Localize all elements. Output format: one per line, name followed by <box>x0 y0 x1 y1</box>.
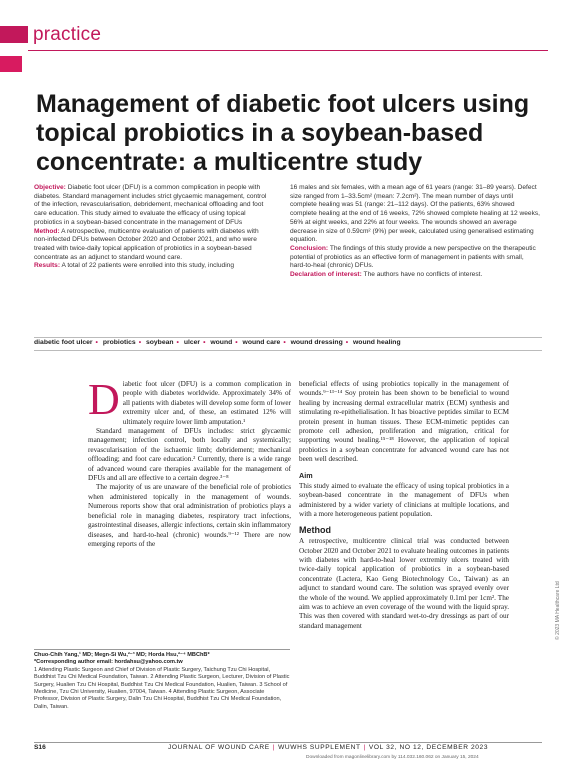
accent-slab <box>0 56 22 72</box>
affiliation-list: 1 Attending Plastic Surgeon and Chief of Division of Plastic Surgery, Taichung Tzu Chi Hospital, Buddhist Tzu Chi Medical Foundation, Taiwan. 2 Attending Plastic Surgeon, Lecturer, Division of Plastic Surgery, Hualien Tzu Chi Hospital, Buddhist Tzu Chi Medical Foundation, Hualien, Taiwan. 3 School of Medicine, Tzu Chi University, Hualien, 97004, Taiwan. 4 Attending Plastic Surgeon, Associate Professor, Division of Plastic Surgery, Dalin Tzu Chi Hospital, Buddhist Tzu Chi Medical Foundation, Dalin, Taiwan. <box>34 666 290 710</box>
author-names: Chuo-Chih Yang,¹ MD; Megn-Si Wu,²⁻³ MD; Horda Hsu,²⁻⁴ MBChB* <box>34 652 210 658</box>
method-heading: Method <box>299 524 331 535</box>
drop-cap: D <box>88 375 120 424</box>
abstract-objective: Objective: Diabetic foot ulcer (DFU) is a common complication in people with diabetes. Standard management includes strict glycaemic management, control of the infection, revascularisation, debridement, mechanical offloading and foot care education. This study aimed to evaluate the efficacy of using topical probiotics in a soybean-based concentrate in the management of DFUs <box>34 184 267 226</box>
keywords-bottom-rule <box>34 350 542 351</box>
section-color-bar <box>0 26 28 43</box>
article-title: Management of diabetic foot ulcers using topical probiotics in a soybean-based concentrate: a multicentre study <box>36 90 530 176</box>
keyword: wound care <box>242 339 281 346</box>
keyword: ulcer <box>183 339 201 346</box>
aim-heading: Aim <box>299 470 313 480</box>
keyword: probiotics <box>102 339 136 346</box>
keyword: wound dressing <box>290 339 343 346</box>
keyword: diabetic foot ulcer <box>34 339 93 346</box>
body-paragraph: Standard management of DFUs includes: strict glycaemic management; infection control, both locally and systemically; revascularisation of the ischaemic limb; debridement; mechanical offloading; and foot care education.² Currently, there is a wide range of advanced wound care therapies available for the management of DFUs and all are effective to a certain degree.³⁻⁸ <box>88 427 291 483</box>
keyword: wound <box>210 339 233 346</box>
abstract-left-column <box>34 184 272 271</box>
body-paragraph: The majority of us are unaware of the beneficial role of probiotics when administered topically in the management of wounds. Numerous reports show that oral administration of probiotics plays a beneficial role in managing diabetes, respiratory tract infections, gastrointestinal diseases, allergic infections, certain skin inflammatory diseases, and hard-to-heal (chronic) wounds.⁹⁻¹² There are now emerging reports of the <box>88 483 291 548</box>
aim-paragraph: This study aimed to evaluate the efficacy of using topical probiotics in a soybean-based concentrate in the management of DFUs when administered by a wider variety of clinicians at multiple locations, and with a more heterogeneous patient population. <box>299 482 509 519</box>
supplement-name: WUWHS SUPPLEMENT <box>278 744 361 751</box>
section-label: practice <box>33 24 102 45</box>
abstract-results-continued: 16 males and six females, with a mean age of 61 years (range: 31–89 years). Defect size ranged from 1–33.5cm² (mean: 7.2cm²). The mean number of days until complete healing was 51 (range: 21–112 days). Of the patients, 63% showed complete healing at the end of 16 weeks, 72% showed complete healing at 12 weeks, 56% at eight weeks, and 22% at four weeks. The wounds showed an average decrease in size of 0.59cm² (9%) per week, calculated using generalised estimating equation. <box>290 184 540 244</box>
abstract-results: Results: A total of 22 patients were enrolled into this study, including <box>34 262 235 270</box>
abstract-conclusion: Conclusion: The findings of this study provide a new perspective on the therapeutic potential of probiotics as an effective form of management in patients with small, hard-to-heal (chronic) DFUs. <box>290 244 536 270</box>
download-notice: Downloaded from magonlinelibrary.com by 114.032.160.062 on January 15, 2024 <box>306 755 479 760</box>
body-column-2 <box>299 380 509 631</box>
keywords-list: diabetic foot ulcer • probiotics • soybean • ulcer • wound • wound care • wound dressing • wound healing <box>34 339 401 346</box>
abstract-declaration: Declaration of interest: The authors have no conflicts of interest. <box>290 271 483 279</box>
body-column-1 <box>88 375 291 549</box>
method-paragraph: A retrospective, multicentre clinical trial was conducted between October 2020 and October 2021 to evaluate healing outcomes in patients with diabetes with hard-to-heal lower extremity ulcers treated with twice-daily topical application of probiotics in a soybean-based concentrate (Lactera, Kao Geng Biotechnology Co., Taiwan) as an adjunct to standard wound care. The solution was sprayed evenly over the whole of the wound. We applied approximately 0.1ml per 1cm². The aim was to achieve an even coverage of the wound with the liquid spray. This was then covered with standard wet-to-dry dressings as part of our standard management <box>299 537 509 630</box>
body-paragraph: Diabetic foot ulcer (DFU) is a common complication in people with diabetes worldwide. Approximately 34% of all patients with diabetes will develop some form of lower extremity ulcer and, of these, an estimated 12% will ultimately require lower limb amputation.¹ <box>88 375 291 426</box>
affiliations-rule <box>34 649 290 650</box>
abstract-right-column <box>290 184 540 280</box>
side-copyright: © 2023 MA Healthcare Ltd <box>555 581 561 640</box>
journal-name: JOURNAL OF WOUND CARE <box>168 744 270 751</box>
keyword: soybean <box>145 339 174 346</box>
corresponding-author: *Corresponding author email: hordahsu@yahoo.com.tw <box>34 659 183 666</box>
keyword: wound healing <box>353 339 401 346</box>
footer-rule <box>34 742 542 743</box>
body-paragraph: beneficial effects of using probiotics topically in the management of wounds.⁹⁻¹³⁻¹⁴ Soy protein has been shown to be beneficial to wound healing by increasing dermal extracellular matrix (ECM) synthesis and stimulating re-epithelialisation. It has bioactive peptides similar to ECM protein present in human tissues. These ECM-mimetic peptides can promote cell adhesion, proliferation and migration, critical for supporting wound healing.¹⁵⁻¹⁸ However, the application of topical probiotics in a soybean concentrate for advanced wound care has not been well described. <box>299 380 509 464</box>
journal-footer: JOURNAL OF WOUND CARE | WUWHS SUPPLEMENT | VOL 32, NO 12, DECEMBER 2023 <box>168 744 489 751</box>
page-number: S16 <box>34 744 46 751</box>
section-rule <box>28 50 548 51</box>
author-affiliations <box>34 652 290 711</box>
keywords-top-rule <box>34 337 542 338</box>
abstract-method: Method: A retrospective, multicentre evaluation of patients with diabetes with non-infected DFUs between October 2020 and October 2021, and who were treated with twice-daily topical application of probiotics in a soybean-based concentrate as an adjunct to standard wound care. <box>34 227 259 261</box>
volume-info: VOL 32, NO 12, DECEMBER 2023 <box>368 744 489 751</box>
